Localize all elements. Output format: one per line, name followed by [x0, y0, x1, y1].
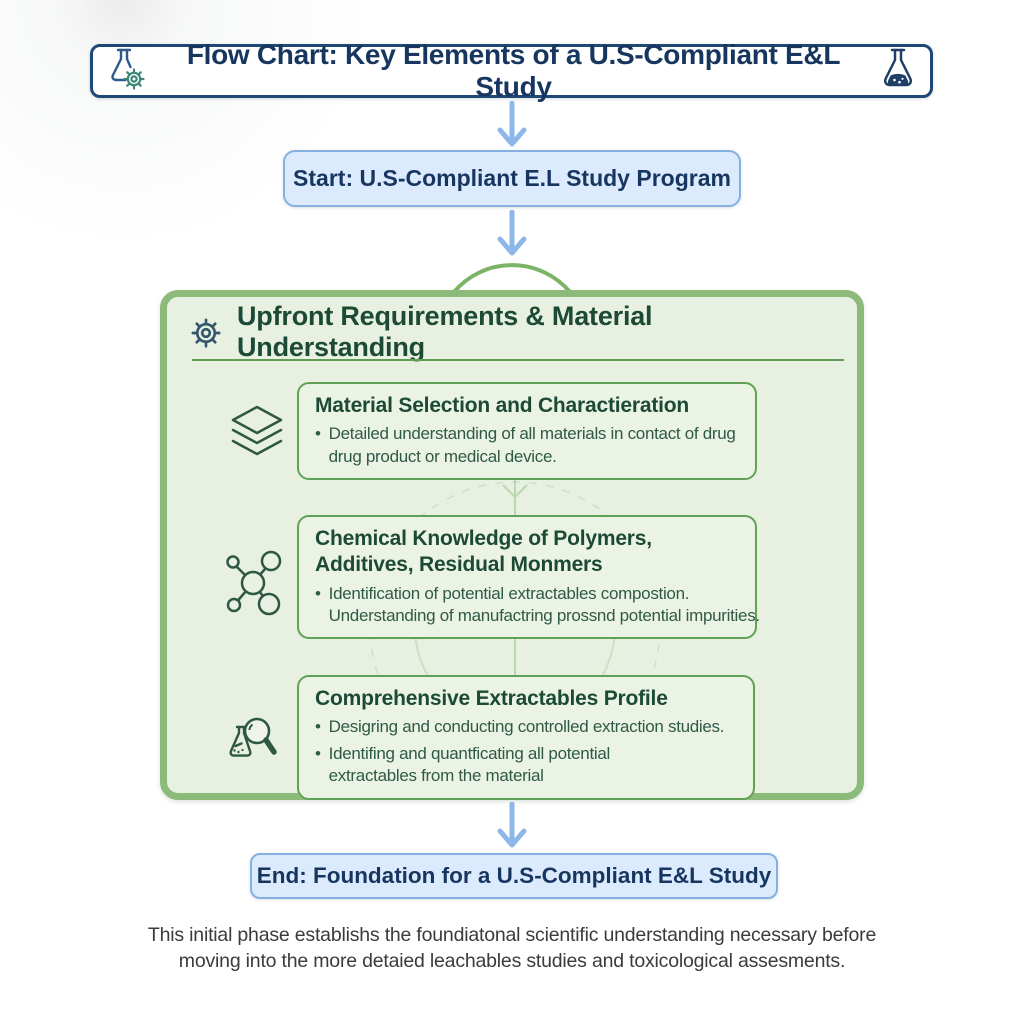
card-chemical-knowledge: [297, 515, 760, 639]
bullet-item: [315, 423, 745, 468]
card-title: Comprehensive Extractables Profile: [315, 687, 668, 710]
molecule-icon: [221, 547, 285, 624]
bullet-item: [315, 716, 743, 738]
title-bar: [90, 39, 933, 102]
arrow-title-to-start: [492, 101, 532, 149]
section-divider: [192, 359, 844, 361]
flask-gear-icon: [105, 46, 149, 97]
flask-icon: [878, 46, 918, 97]
gear-icon: [187, 314, 225, 357]
card-title: Chemical Knowledge of Polymers,: [315, 527, 652, 550]
flask-magnifier-icon: [223, 709, 283, 778]
start-node-label: Start: U.S-Compliant E.L Study Program: [293, 165, 731, 191]
card-title-line2: Additives, Residual Monmers: [315, 553, 603, 577]
bullet-text: Desigring and conducting controlled extraction studies.: [328, 717, 725, 737]
end-node: [250, 853, 778, 899]
bullet-marker: •: [315, 424, 321, 444]
footer-note: [0, 922, 1024, 975]
bullet-text: Identifing and quantficating all potential: [328, 743, 610, 763]
bullet-marker: •: [315, 583, 321, 603]
end-node-label: End: Foundation for a U.S-Compliant E&L Study: [256, 863, 772, 888]
bullet-item: [315, 583, 760, 628]
start-node: [283, 150, 741, 207]
bullet-text: extractables from the material: [328, 766, 544, 786]
footer-line-2: moving into the more detaied leachables studies and toxicological assesments.: [178, 950, 846, 973]
bullet-text: Detailed understanding of all materials in contact of drug: [328, 424, 736, 444]
footer-line-1: This initial phase establishs the foundiatonal scientific understanding necessary before: [147, 924, 877, 946]
bullet-marker: •: [315, 717, 321, 737]
arrow-section-to-end: [492, 802, 532, 850]
card-extractables-profile: [297, 675, 755, 800]
card-material-selection: [297, 382, 757, 480]
arrow-start-to-section: [492, 210, 532, 258]
bullet-text: drug product or medical device.: [328, 446, 557, 466]
bullet-marker: •: [315, 743, 321, 763]
section-heading: Upfront Requirements & Material Understanding: [237, 301, 653, 362]
page-title: Flow Chart: Key Elements of a U.S-Compliant E&L Study: [186, 39, 841, 102]
section-upfront-requirements: [160, 290, 864, 800]
bullet-text: Identification of potential extractables compostion.: [328, 583, 690, 603]
bullet-text: Understanding of manufactring prossnd potential impurities.: [328, 605, 760, 625]
green-arc-decoration: [452, 258, 572, 294]
card-title: Material Selection and Charactieration: [315, 394, 690, 417]
bullet-item: [315, 743, 743, 788]
layers-icon: [229, 401, 285, 468]
